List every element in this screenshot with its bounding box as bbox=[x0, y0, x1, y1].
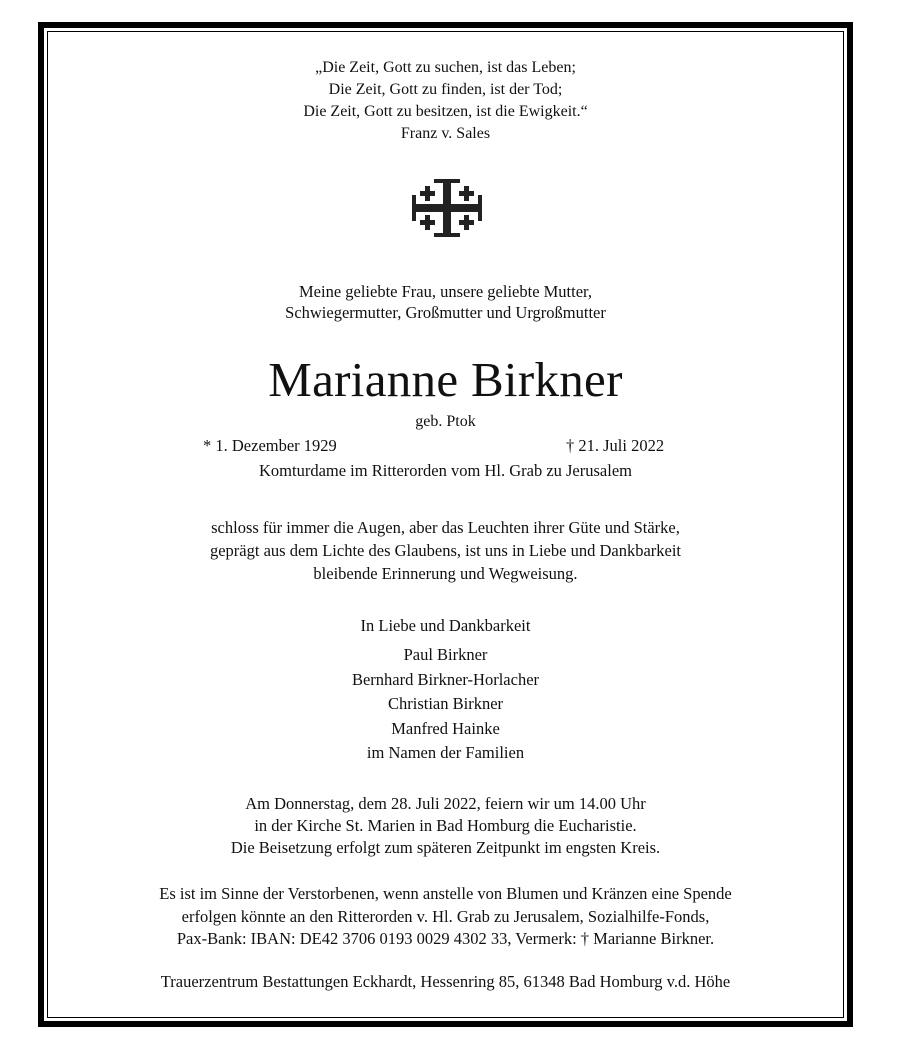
intro-line: Schwiegermutter, Großmutter und Urgroßmutter bbox=[285, 303, 606, 322]
quote-line: Die Zeit, Gott zu finden, ist der Tod; bbox=[328, 81, 563, 98]
mourner-name: Paul Birkner bbox=[403, 645, 488, 664]
quote-line: Die Zeit, Gott zu besitzen, ist die Ewigkeit.“ bbox=[303, 103, 588, 120]
mourner-name: Christian Birkner bbox=[387, 694, 504, 713]
mourners-heading: In Liebe und Dankbarkeit bbox=[360, 616, 531, 635]
deceased-name: Marianne Birkner bbox=[268, 352, 623, 407]
mourner-name: Manfred Hainke bbox=[391, 718, 500, 738]
death-date: † 21. Juli 2022 bbox=[566, 436, 665, 455]
life-dates bbox=[47, 435, 844, 457]
mourner-name: Bernhard Birkner-Horlacher bbox=[351, 669, 540, 689]
service-details bbox=[47, 793, 844, 859]
quote-line: „Die Zeit, Gott zu suchen, ist das Leben; bbox=[315, 59, 576, 76]
maiden-name: geb. Ptok bbox=[415, 413, 476, 430]
memorial-message bbox=[47, 516, 844, 585]
service-line: Die Beisetzung erfolgt zum späteren Zeitpunkt im engsten Kreis. bbox=[230, 838, 661, 857]
jerusalem-cross-icon bbox=[412, 177, 482, 239]
epigraph-quote bbox=[47, 57, 844, 145]
message-line: geprägt aus dem Lichte des Glaubens, ist uns in Liebe und Dankbarkeit bbox=[209, 541, 682, 560]
donation-line: erfolgen könnte an den Ritterorden v. Hl. Grab zu Jerusalem, Sozialhilfe-Fonds, bbox=[181, 906, 710, 926]
donation-line: Pax-Bank: IBAN: DE42 3706 0193 0029 4302 33, Vermerk: † Marianne Birkner. bbox=[176, 929, 715, 948]
donation-line: Es ist im Sinne der Verstorbenen, wenn anstelle von Blumen und Kränzen eine Spende bbox=[159, 884, 732, 903]
service-line: Am Donnerstag, dem 28. Juli 2022, feiern wir um 14.00 Uhr bbox=[245, 794, 646, 813]
deceased-title: Komturdame im Ritterorden vom Hl. Grab zu Jerusalem bbox=[259, 461, 632, 480]
quote-author: Franz v. Sales bbox=[400, 125, 491, 142]
funeral-home: Trauerzentrum Bestattungen Eckhardt, Hessenring 85, 61348 Bad Homburg v.d. Höhe bbox=[160, 972, 731, 991]
donation-request bbox=[47, 883, 844, 951]
birth-date: * 1. Dezember 1929 bbox=[203, 436, 337, 455]
service-line: in der Kirche St. Marien in Bad Homburg die Eucharistie. bbox=[254, 816, 637, 835]
mourner-note: im Namen der Familien bbox=[366, 743, 525, 762]
message-line: bleibende Erinnerung und Wegweisung. bbox=[313, 564, 578, 583]
intro-line: Meine geliebte Frau, unsere geliebte Mutter, bbox=[298, 282, 593, 301]
intro-text bbox=[47, 281, 844, 323]
mourners-list bbox=[47, 643, 844, 766]
message-line: schloss für immer die Augen, aber das Leuchten ihrer Güte und Stärke, bbox=[211, 518, 680, 537]
